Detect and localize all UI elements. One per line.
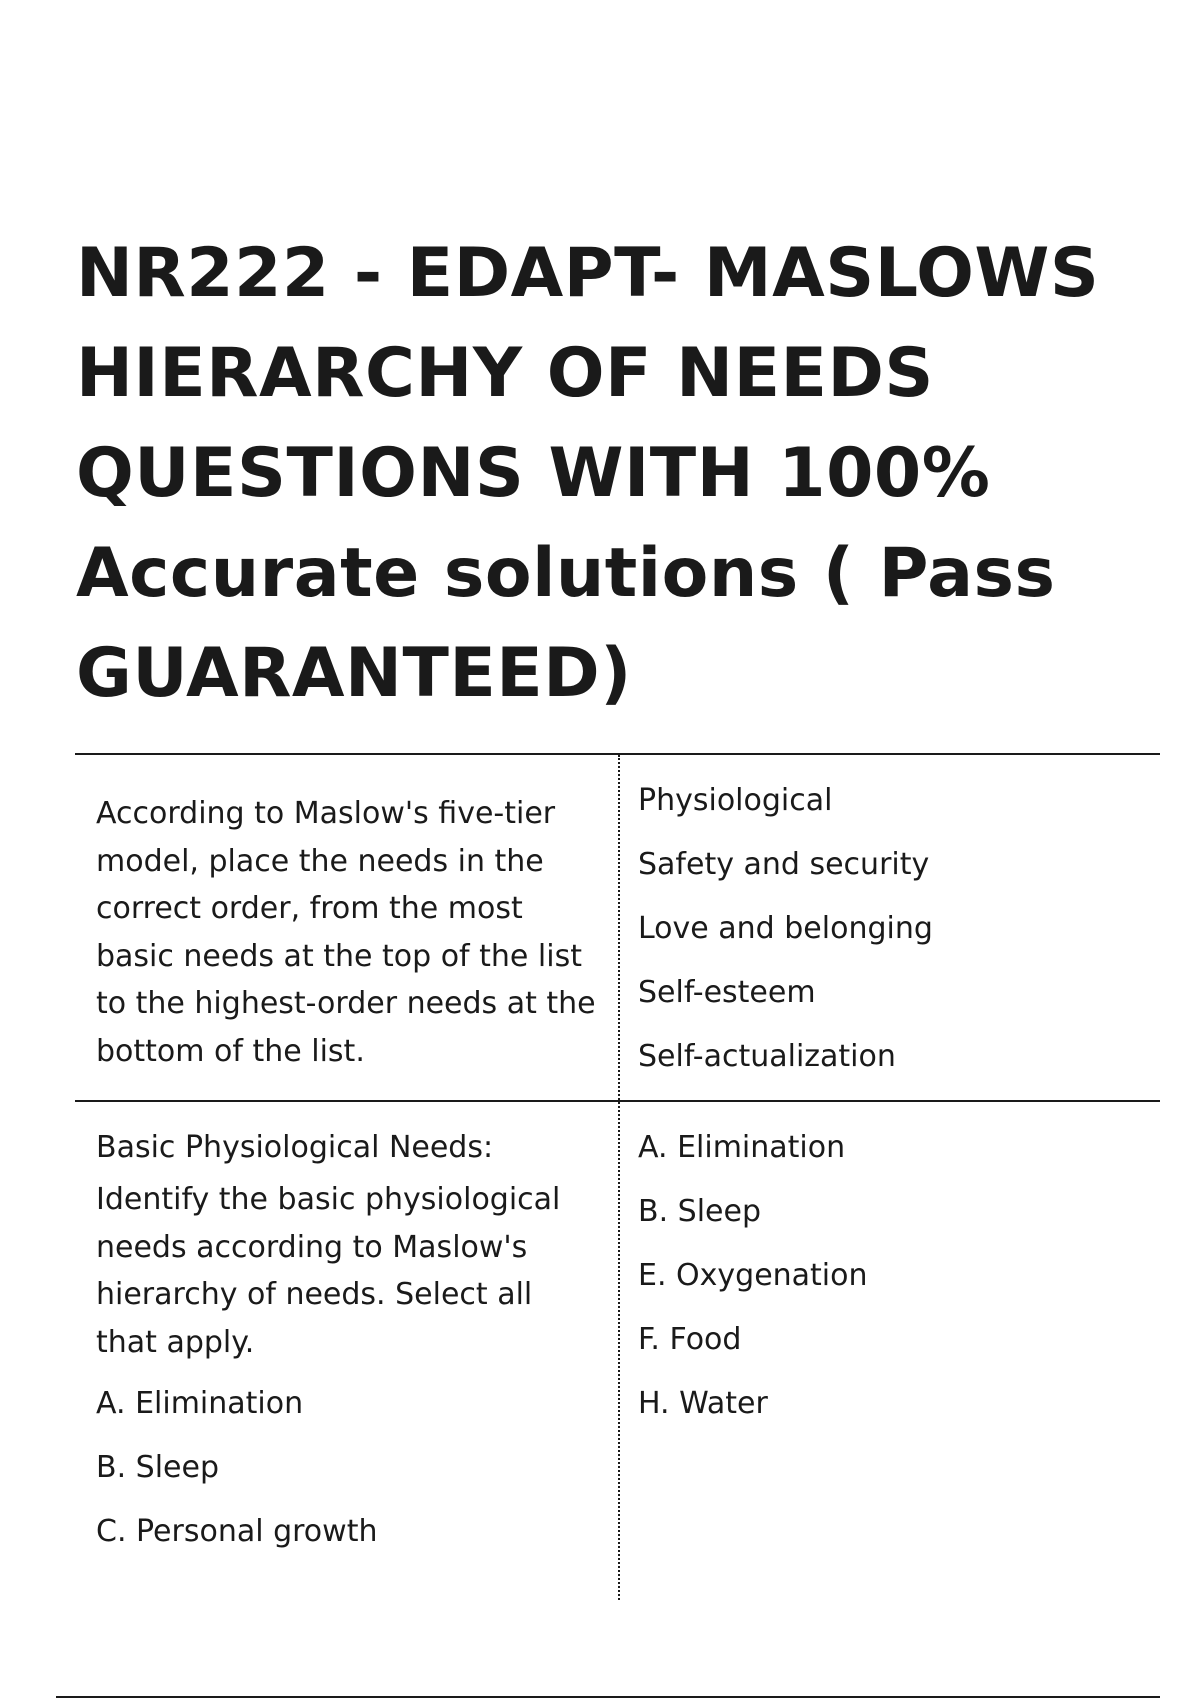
answer-item: E. Oxygenation: [638, 1258, 868, 1293]
title-line: QUESTIONS WITH 100%: [76, 434, 991, 513]
question-cell-2: [96, 1116, 596, 1564]
answer-item: H. Water: [638, 1386, 768, 1421]
question-text: According to Maslow's five-tier model, place the needs in the correct order, from the most basic needs at the top of the list to the highest-order needs at the bottom of the list.: [96, 796, 596, 1069]
question-option: B. Sleep: [96, 1450, 219, 1485]
title-line: NR222 - EDAPT- MASLOWS: [76, 234, 1100, 313]
answer-item: Self-actualization: [638, 1039, 896, 1074]
question-option: C. Personal growth: [96, 1514, 378, 1549]
answer-cell-1: [638, 769, 1158, 1089]
answer-item: Safety and security: [638, 847, 930, 882]
document-title: [76, 224, 1156, 724]
question-option: A. Elimination: [96, 1386, 304, 1421]
question-text: Identify the basic physiological needs according to Maslow's hierarchy of needs. Select all that apply.: [96, 1182, 561, 1360]
column-divider: [618, 755, 620, 1600]
answer-item: Self-esteem: [638, 975, 816, 1010]
answer-item: Love and belonging: [638, 911, 933, 946]
title-line: Accurate solutions ( Pass: [76, 534, 1056, 613]
answer-item: A. Elimination: [638, 1130, 846, 1165]
question-cell-1: [96, 790, 596, 1075]
answer-cell-2: [638, 1116, 1158, 1436]
answer-item: B. Sleep: [638, 1194, 761, 1229]
title-line: GUARANTEED): [76, 634, 632, 713]
footer-rule: [56, 1696, 1160, 1698]
question-heading: Basic Physiological Needs:: [96, 1130, 494, 1165]
answer-item: F. Food: [638, 1322, 742, 1357]
answer-item: Physiological: [638, 783, 833, 818]
title-line: HIERARCHY OF NEEDS: [76, 334, 934, 413]
